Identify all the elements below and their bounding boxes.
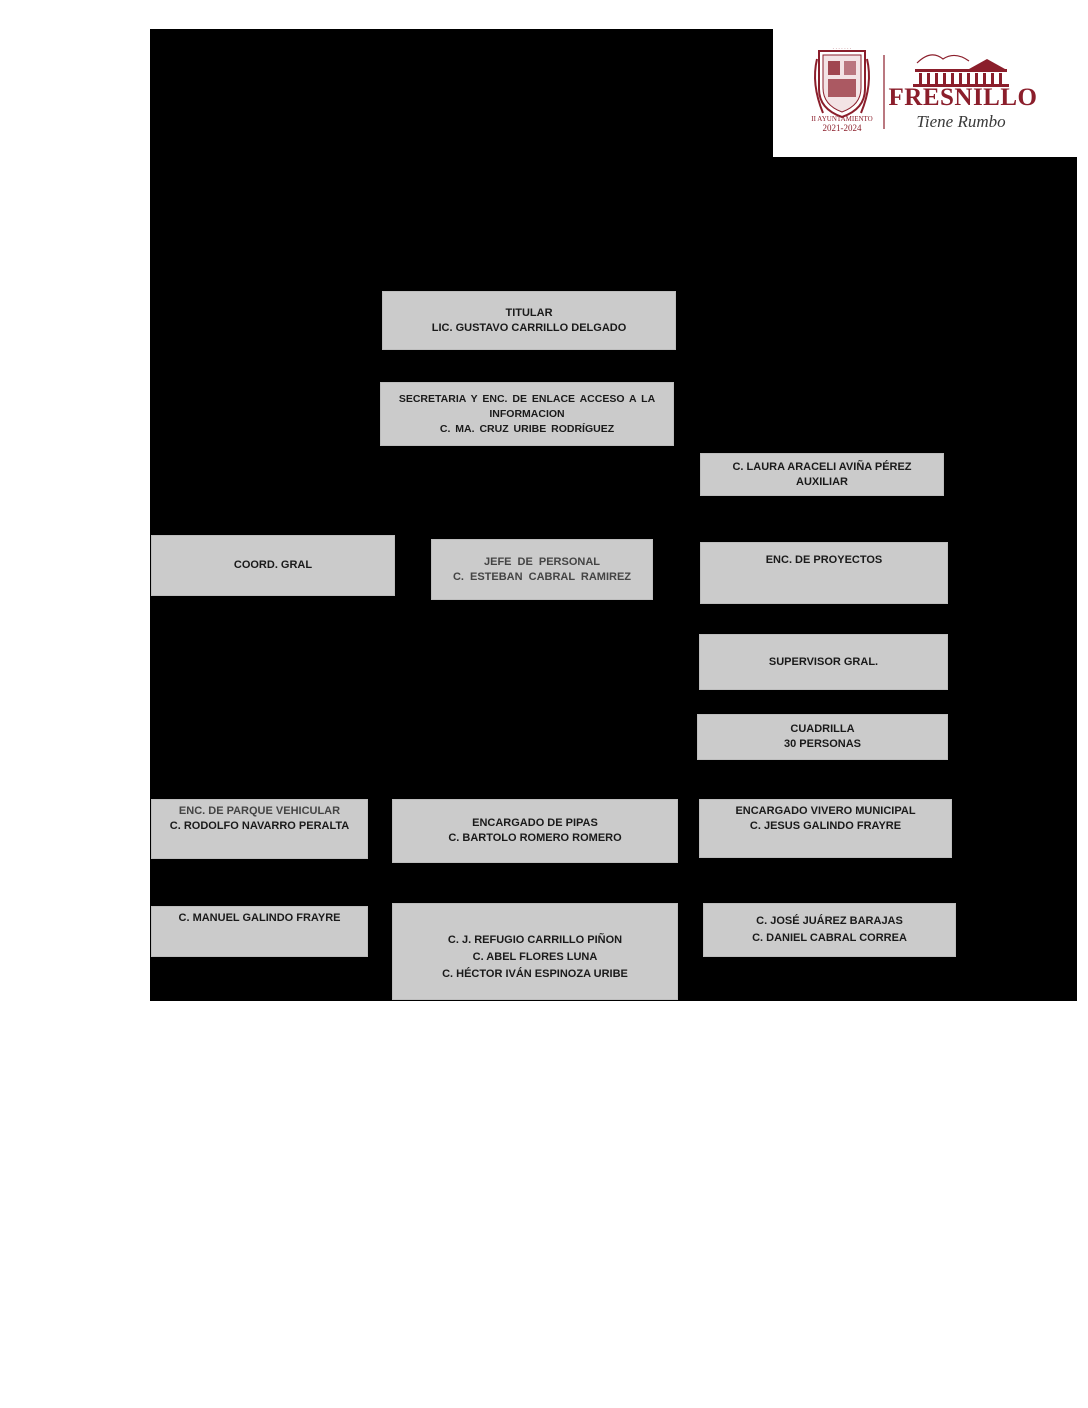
secretaria-title-line2: INFORMACION: [489, 407, 565, 420]
tagline: Tiene Rumbo: [916, 112, 1006, 131]
vivero-staff-name: C. JOSÉ JUÁREZ BARAJAS: [756, 915, 903, 927]
parque-staff-name: C. MANUEL GALINDO FRAYRE: [178, 912, 341, 924]
titular-name: LIC. GUSTAVO CARRILLO DELGADO: [431, 321, 627, 334]
enc-proyectos-box: [700, 542, 948, 604]
pipas-staff-name: C. J. REFUGIO CARRILLO PIÑON: [447, 934, 623, 946]
parque-vehicular-box: [151, 799, 368, 859]
pipas-title: ENCARGADO DE PIPAS: [472, 817, 598, 829]
period-label: 2021-2024: [822, 123, 862, 133]
logo-panel: [773, 29, 1077, 157]
coord-gral-box: [151, 535, 395, 596]
vivero-staff-name: C. DANIEL CABRAL CORREA: [752, 932, 907, 944]
secretaria-box: [380, 382, 674, 446]
coat-of-arms-icon: [815, 47, 869, 117]
ayuntamiento-label: II AYUNTAMIENTO: [811, 115, 873, 123]
vivero-box: [699, 799, 952, 858]
pipas-staff-name: C. HÉCTOR IVÁN ESPINOZA URIBE: [442, 968, 628, 980]
parque-vehicular-name: C. RODOLFO NAVARRO PERALTA: [169, 820, 350, 832]
jefe-personal-name: C. ESTEBAN CABRAL RAMIREZ: [452, 570, 632, 583]
auxiliar-box: [700, 453, 944, 496]
enc-proyectos-title: ENC. DE PROYECTOS: [765, 554, 883, 566]
vivero-staff-box: [703, 903, 956, 957]
supervisor-title: SUPERVISOR GRAL.: [768, 655, 879, 668]
pipas-box: [392, 799, 678, 863]
svg-text:· · · · · · ·: · · · · · · ·: [832, 47, 852, 52]
secretaria-title-line1: SECRETARIA Y ENC. DE ENLACE ACCESO A LA: [398, 392, 656, 405]
secretaria-name: C. MA. CRUZ URIBE RODRÍGUEZ: [439, 422, 615, 435]
pipas-name: C. BARTOLO ROMERO ROMERO: [448, 832, 622, 844]
parque-staff-box: [151, 906, 368, 957]
auxiliar-name: C. LAURA ARACELI AVIÑA PÉREZ: [732, 460, 912, 473]
coord-gral-title: COORD. GRAL: [233, 559, 313, 571]
supervisor-box: [699, 634, 948, 690]
titular-box: [382, 291, 676, 350]
titular-title: TITULAR: [505, 306, 553, 319]
pipas-staff-box: [392, 903, 678, 1000]
jefe-personal-box: [431, 539, 653, 600]
building-icon: [913, 55, 1009, 87]
cuadrilla-count: 30 PERSONAS: [783, 738, 862, 750]
pipas-staff-name: C. ABEL FLORES LUNA: [472, 951, 598, 963]
parque-vehicular-title: ENC. DE PARQUE VEHICULAR: [178, 805, 341, 817]
vivero-title: ENCARGADO VIVERO MUNICIPAL: [735, 805, 916, 817]
fresnillo-logo: [773, 29, 1077, 157]
auxiliar-title: AUXILIAR: [796, 475, 848, 488]
vivero-name: C. JESUS GALINDO FRAYRE: [749, 820, 902, 832]
cuadrilla-title: CUADRILLA: [790, 723, 855, 735]
cuadrilla-box: [697, 714, 948, 760]
city-name: FRESNILLO: [888, 84, 1038, 111]
jefe-personal-title: JEFE DE PERSONAL: [483, 555, 601, 568]
